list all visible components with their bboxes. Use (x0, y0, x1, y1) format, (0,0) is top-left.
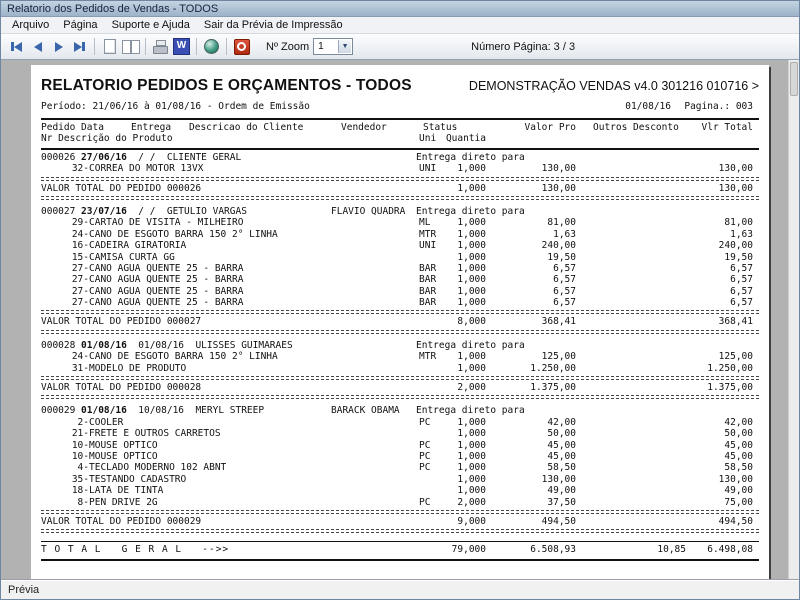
product-row (31, 485, 769, 496)
order-header-text (41, 152, 241, 163)
product-name: CARTAO DE VISITA - MILHEIRO (89, 217, 244, 229)
product-name: CANO DE ESGOTO BARRA 150 2° LINHA (89, 351, 278, 363)
order-total-price: 494,50 (541, 515, 576, 527)
column-header-row-1 (31, 122, 769, 133)
dashed-divider (41, 510, 759, 514)
product-total: 240,00 (718, 240, 753, 252)
order-id: 000028 (41, 339, 82, 351)
product-qty: 1,000 (457, 240, 486, 252)
print-preview-area (1, 60, 799, 580)
order-header-text (41, 340, 293, 351)
product-uni: PC (419, 496, 431, 508)
order-total-qty: 9,000 (457, 515, 486, 527)
product-row (31, 351, 769, 362)
menu-bar (1, 17, 799, 34)
zoom-value: 1 (318, 41, 324, 52)
grand-total-price: 6.508,93 (530, 544, 576, 556)
product-qty: 1,000 (457, 297, 486, 309)
order-total-value: 1.375,00 (707, 382, 753, 394)
product-uni: UNI (419, 240, 437, 252)
product-price: 81,00 (547, 217, 576, 229)
product-number: 29- (71, 217, 89, 229)
product-uni: ML (419, 217, 431, 229)
product-row (31, 297, 769, 308)
order-total-label: VALOR TOTAL DO PEDIDO 000026 (41, 182, 202, 194)
report-body (31, 152, 769, 540)
product-qty: 1,000 (457, 217, 486, 229)
product-name: CANO AGUA QUENTE 25 - BARRA (89, 285, 244, 297)
product-qty: 1,000 (457, 450, 486, 462)
report-date: 01/08/16 (625, 101, 671, 112)
product-total: 6,57 (730, 274, 753, 286)
product-number: 27- (71, 285, 89, 297)
toolbar-button-double-page-view-icon[interactable] (120, 37, 141, 56)
page-number-info: Número Página: 3 / 3 (471, 40, 576, 53)
product-name: TESTANDO CADASTRO (89, 473, 187, 485)
product-total: 49,00 (724, 485, 753, 497)
product-row (31, 497, 769, 508)
product-row (31, 462, 769, 473)
order-status: Entrega direto para (416, 339, 525, 351)
product-total: 75,00 (724, 496, 753, 508)
report-period: Período: 21/06/16 à 01/08/16 - Ordem de Emissão (41, 101, 310, 112)
product-qty: 1,000 (457, 473, 486, 485)
order-vendor: BARACK OBAMA (331, 405, 400, 417)
product-uni: PC (419, 439, 431, 451)
status-text: Prévia (8, 584, 40, 596)
product-name: CORREA DO MOTOR 13VX (89, 163, 204, 175)
product-uni: BAR (419, 297, 437, 309)
product-uni: BAR (419, 274, 437, 286)
col-vendedor: Vendedor (341, 122, 387, 133)
product-uni: MTR (419, 228, 437, 240)
product-price: 45,00 (547, 439, 576, 451)
product-price: 130,00 (541, 473, 576, 485)
order-total-row (31, 516, 769, 527)
order-status: Entrega direto para (416, 151, 525, 163)
row-gap (31, 535, 769, 539)
menu-item-sair-da-pr-via-de-impress-o[interactable]: Sair da Prévia de Impressão (203, 19, 343, 31)
grand-total-row (31, 544, 769, 557)
product-total: 58,50 (724, 462, 753, 474)
scrollbar-thumb[interactable] (790, 62, 798, 96)
product-row (31, 440, 769, 451)
product-name: CANO AGUA QUENTE 25 - BARRA (89, 297, 244, 309)
menu-item-suporte-e-ajuda[interactable]: Suporte e Ajuda (111, 19, 190, 31)
toolbar-separator (94, 38, 95, 55)
product-qty: 1,000 (457, 462, 486, 474)
order-status: Entrega direto para (416, 205, 525, 217)
vertical-scrollbar[interactable] (788, 60, 799, 579)
product-number: 8- (77, 496, 89, 508)
order-status: Entrega direto para (416, 405, 525, 417)
report-app-version: DEMONSTRAÇÃO VENDAS v4.0 301216 010716 > (468, 79, 759, 93)
product-name: MOUSE OPTICO (89, 439, 158, 451)
product-row (31, 263, 769, 274)
product-row (31, 229, 769, 240)
product-name: MODELO DE PRODUTO (89, 362, 187, 374)
product-uni: BAR (419, 262, 437, 274)
divider (41, 559, 759, 561)
product-price: 50,00 (547, 428, 576, 440)
order-total-row (31, 316, 769, 327)
order-header-text (41, 206, 247, 217)
first-page-icon (7, 37, 26, 56)
product-row (31, 428, 769, 439)
order-date: 01/08/16 (81, 405, 127, 417)
dashed-divider (41, 310, 759, 314)
order-id: 000026 (41, 151, 82, 163)
order-total-value: 130,00 (718, 182, 753, 194)
product-qty: 1,000 (457, 163, 486, 175)
product-name: COOLER (89, 416, 124, 428)
product-uni: PC (419, 450, 431, 462)
product-price: 240,00 (541, 240, 576, 252)
order-header-row (31, 340, 769, 351)
toolbar-button-next-page-icon[interactable] (48, 37, 69, 56)
product-row (31, 286, 769, 297)
next-page-icon (49, 37, 68, 56)
col-outros-desconto: Outros Desconto (593, 122, 679, 133)
product-name: LATA DE TINTA (89, 485, 164, 497)
product-total: 50,00 (724, 428, 753, 440)
order-date: 01/08/16 (81, 339, 127, 351)
product-qty: 1,000 (457, 428, 486, 440)
product-total: 42,00 (724, 416, 753, 428)
product-total: 6,57 (730, 297, 753, 309)
product-number: 27- (71, 262, 89, 274)
product-qty: 2,000 (457, 496, 486, 508)
product-price: 19,50 (547, 251, 576, 263)
grand-total-value: 6.498,08 (707, 544, 753, 556)
product-number: 10- (71, 439, 89, 451)
col-vlr-total: Vlr Total (701, 122, 753, 133)
order-id: 000027 (41, 205, 82, 217)
toolbar-button-export-pdf-icon[interactable] (231, 37, 252, 56)
product-row (31, 240, 769, 251)
product-price: 130,00 (541, 163, 576, 175)
product-total: 6,57 (730, 285, 753, 297)
product-qty: 1,000 (457, 285, 486, 297)
product-uni: PC (419, 416, 431, 428)
order-total-label: VALOR TOTAL DO PEDIDO 000028 (41, 382, 202, 394)
toolbar-separator (196, 38, 197, 55)
export-pdf-icon (234, 39, 250, 55)
col-valor-pro: Valor Pro (524, 122, 576, 133)
product-total: 1,63 (730, 228, 753, 240)
report-page (31, 65, 769, 580)
product-price: 6,57 (553, 262, 576, 274)
menu-item-p-gina[interactable]: Página (63, 19, 98, 31)
product-row (31, 274, 769, 285)
product-number: 4- (77, 462, 89, 474)
product-row (31, 363, 769, 374)
product-uni: UNI (419, 163, 437, 175)
order-total-price: 368,41 (541, 316, 576, 328)
product-qty: 1,000 (457, 274, 486, 286)
dashed-divider (41, 376, 759, 380)
product-price: 45,00 (547, 450, 576, 462)
product-total: 81,00 (724, 217, 753, 229)
product-number: 32- (71, 163, 89, 175)
product-number: 18- (71, 485, 89, 497)
order-total-value: 494,50 (718, 515, 753, 527)
toolbar-button-first-page-icon[interactable] (6, 37, 27, 56)
order-date: 23/07/16 (81, 205, 127, 217)
toolbar-button-print-icon[interactable] (150, 37, 171, 56)
order-entrega-client: 10/08/16 MERYL STREEP (126, 405, 265, 417)
product-name: CANO DE ESGOTO BARRA 150 2° LINHA (89, 228, 278, 240)
product-name: TECLADO MODERNO 102 ABNT (89, 462, 227, 474)
toolbar-button-previous-page-icon[interactable] (27, 37, 48, 56)
product-total: 1.250,00 (707, 362, 753, 374)
single-page-view-icon (100, 37, 119, 56)
product-qty: 1,000 (457, 262, 486, 274)
product-price: 125,00 (541, 351, 576, 363)
grand-total-qty: 79,000 (451, 544, 486, 556)
dashed-divider (41, 196, 759, 200)
divider (41, 148, 759, 150)
product-total: 130,00 (718, 473, 753, 485)
product-price: 58,50 (547, 462, 576, 474)
toolbar-button-export-html-globe-icon[interactable] (201, 37, 222, 56)
toolbar (1, 34, 799, 60)
last-page-icon (70, 37, 89, 56)
window-title: Relatorio dos Pedidos de Vendas - TODOS (7, 2, 219, 15)
col-uni: Uni (419, 133, 437, 145)
grand-total-label: T O T A L G E R A L -->> (41, 544, 230, 556)
product-row (31, 451, 769, 462)
product-price: 49,00 (547, 485, 576, 497)
order-date: 27/06/16 (81, 151, 127, 163)
product-price: 6,57 (553, 285, 576, 297)
order-total-qty: 8,000 (457, 316, 486, 328)
double-page-view-icon (121, 37, 141, 56)
product-number: 35- (71, 473, 89, 485)
report-header (31, 75, 769, 95)
period-row (31, 101, 769, 115)
product-name: CANO AGUA QUENTE 25 - BARRA (89, 274, 244, 286)
product-name: MOUSE OPTICO (89, 450, 158, 462)
product-qty: 1,000 (457, 251, 486, 263)
col-quantia: Quantia (445, 133, 486, 145)
product-row (31, 417, 769, 428)
previous-page-icon (28, 37, 47, 56)
product-price: 37,50 (547, 496, 576, 508)
order-total-row (31, 183, 769, 194)
product-qty: 1,000 (457, 439, 486, 451)
toolbar-button-last-page-icon[interactable] (69, 37, 90, 56)
product-total: 45,00 (724, 450, 753, 462)
order-total-qty: 2,000 (457, 382, 486, 394)
status-bar (1, 580, 799, 599)
product-name: PEN DRIVE 2G (89, 496, 158, 508)
order-total-row (31, 382, 769, 393)
product-total: 6,57 (730, 262, 753, 274)
print-icon (151, 37, 170, 56)
order-id: 000029 (41, 405, 82, 417)
zoom-select[interactable] (313, 38, 353, 55)
title-bar (1, 1, 799, 17)
order-total-label: VALOR TOTAL DO PEDIDO 000029 (41, 515, 202, 527)
col-status: Status (423, 122, 458, 133)
order-entrega-client: / / GETULIO VARGAS (126, 205, 247, 217)
product-name: FRETE E OUTROS CARRETOS (89, 428, 221, 440)
product-total: 125,00 (718, 351, 753, 363)
product-name: CADEIRA GIRATORIA (89, 240, 187, 252)
col-produto: Nr Descrição do Produto (41, 133, 173, 145)
order-header-row (31, 152, 769, 163)
dashed-divider (41, 330, 759, 334)
order-total-label: VALOR TOTAL DO PEDIDO 000027 (41, 316, 202, 328)
product-qty: 1,000 (457, 362, 486, 374)
order-total-qty: 1,000 (457, 182, 486, 194)
product-qty: 1,000 (457, 416, 486, 428)
product-number: 16- (71, 240, 89, 252)
product-number: 10- (71, 450, 89, 462)
product-uni: BAR (419, 285, 437, 297)
product-row (31, 474, 769, 485)
order-entrega-client: 01/08/16 ULISSES GUIMARAES (126, 339, 293, 351)
divider (41, 541, 759, 542)
dashed-divider (41, 529, 759, 533)
order-total-price: 1.375,00 (530, 382, 576, 394)
order-entrega-client: / / CLIENTE GERAL (126, 151, 242, 163)
product-total: 19,50 (724, 251, 753, 263)
divider (41, 118, 759, 120)
product-total: 130,00 (718, 163, 753, 175)
product-total: 45,00 (724, 439, 753, 451)
product-number: 2- (77, 416, 89, 428)
product-number: 21- (71, 428, 89, 440)
col-entrega: Entrega (131, 122, 172, 133)
report-page-number: Pagina.: 003 (684, 101, 753, 112)
product-row (31, 217, 769, 228)
report-title: RELATORIO PEDIDOS E ORÇAMENTOS - TODOS (41, 77, 412, 94)
product-price: 6,57 (553, 297, 576, 309)
grand-total-discount: 10,85 (657, 544, 686, 556)
dashed-divider (41, 177, 759, 181)
dashed-divider (41, 395, 759, 399)
toolbar-buttons (6, 37, 252, 56)
product-qty: 1,000 (457, 351, 486, 363)
order-header-row (31, 405, 769, 416)
product-row (31, 252, 769, 263)
product-number: 24- (71, 351, 89, 363)
order-total-price: 130,00 (541, 182, 576, 194)
product-number: 27- (71, 274, 89, 286)
product-price: 42,00 (547, 416, 576, 428)
order-header-row (31, 206, 769, 217)
product-qty: 1,000 (457, 228, 486, 240)
product-name: CAMISA CURTA GG (89, 251, 175, 263)
product-uni: PC (419, 462, 431, 474)
product-qty: 1,000 (457, 485, 486, 497)
toolbar-button-single-page-view-icon[interactable] (99, 37, 120, 56)
product-price: 6,57 (553, 274, 576, 286)
product-row (31, 163, 769, 174)
product-number: 31- (71, 362, 89, 374)
column-header-row-2 (31, 133, 769, 144)
zoom-label: Nº Zoom (266, 40, 310, 53)
toolbar-button-export-word-icon[interactable] (171, 37, 192, 56)
product-price: 1,63 (553, 228, 576, 240)
toolbar-separator (226, 38, 227, 55)
order-total-value: 368,41 (718, 316, 753, 328)
menu-item-arquivo[interactable]: Arquivo (12, 19, 50, 31)
order-vendor: FLAVIO QUADRA (331, 205, 406, 217)
export-html-globe-icon (202, 37, 221, 56)
product-number: 27- (71, 297, 89, 309)
col-cliente: Descricao do Cliente (189, 122, 304, 133)
export-word-icon (172, 37, 191, 56)
col-pedido-data: Pedido Data (41, 122, 104, 133)
product-name: CANO AGUA QUENTE 25 - BARRA (89, 262, 244, 274)
chevron-down-icon[interactable]: ▼ (338, 40, 351, 53)
order-header-text (41, 405, 264, 416)
product-price: 1.250,00 (530, 362, 576, 374)
toolbar-separator (145, 38, 146, 55)
product-number: 24- (71, 228, 89, 240)
product-number: 15- (71, 251, 89, 263)
product-uni: MTR (419, 351, 437, 363)
